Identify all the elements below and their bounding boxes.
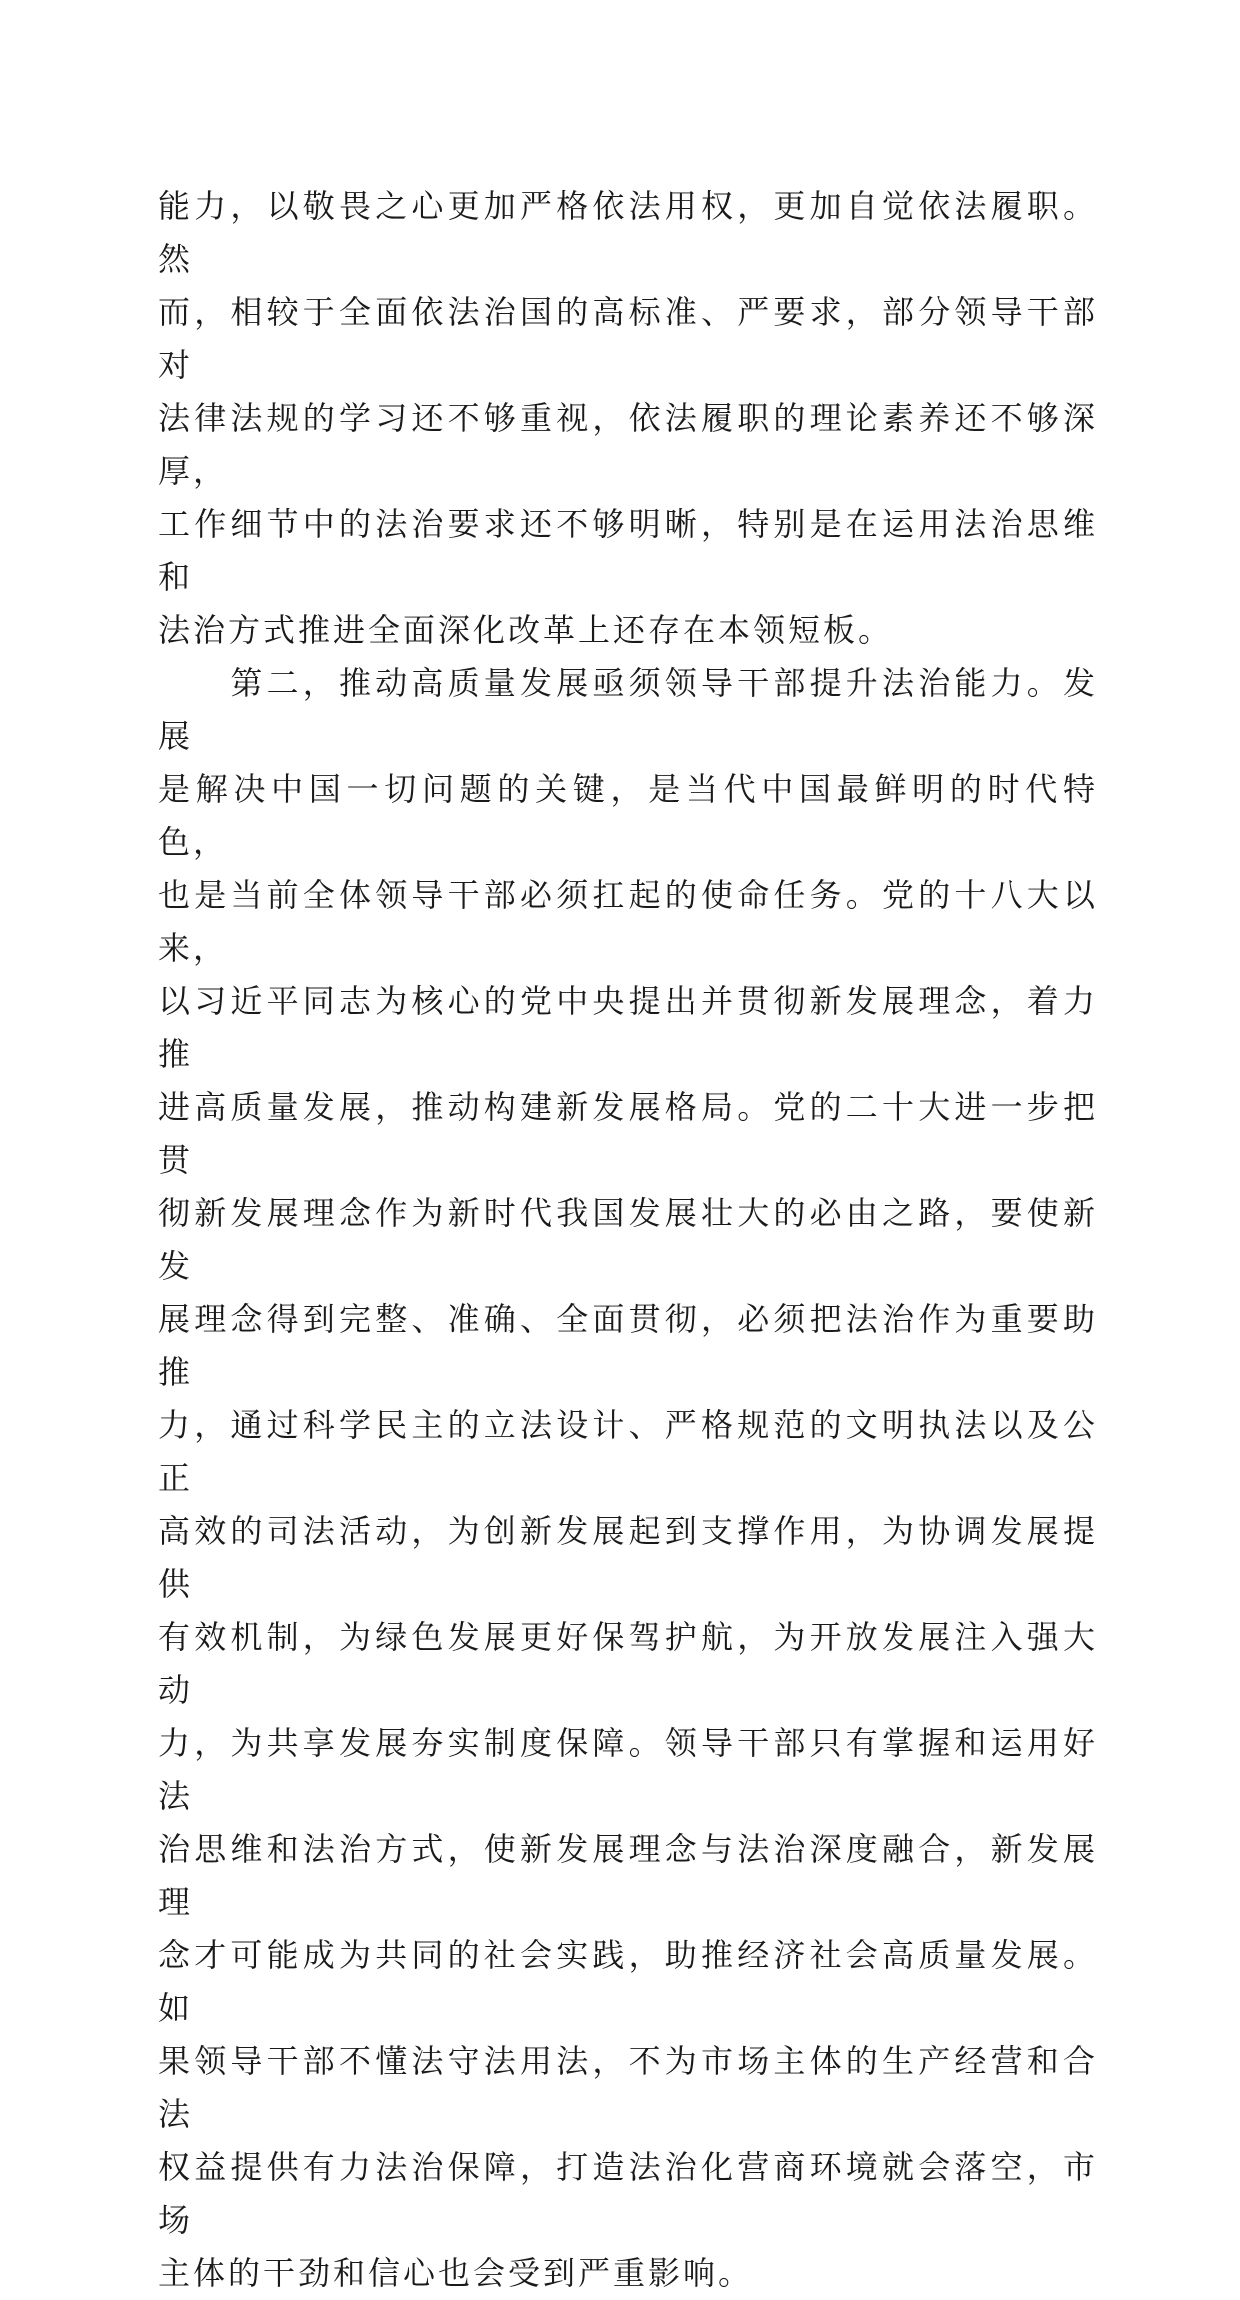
paragraph-second-point: 第二，推动高质量发展亟须领导干部提升法治能力。发展 是解决中国一切问题的关键，是当代中国最鲜明的时代特色， 也是当前全体领导干部必须扛起的使命任务。党的十八大以来， 以习近平同志为核心的党中央提出并贯彻新发展理念，着力推 进高质量发展，推动构建新发展格局。党的二十大进一步把贯 彻新发展理念作为新时代我国发展壮大的必由之路，要使新发 展理念得到完整、准确、全面贯彻，必须把法治作为重要助推 力，通过科学民主的立法设计、严格规范的文明执法以及公正 高效的司法活动，为创新发展起到支撑作用，为协调发展提供 有效机制，为绿色发展更好保驾护航，为开放发展注入强大动 力，为共享发展夯实制度保障。领导干部只有掌握和运用好法 治思维和法治方式，使新发展理念与法治深度融合，新发展理 念才可能成为共同的社会实践，助推经济社会高质量发展。如 果领导干部不懂法守法用法，不为市场主体的生产经营和合法 权益提供有力法治保障，打造法治化营商环境就会落空，市场 主体的干劲和信心也会受到严重影响。	[158, 664, 1098, 2292]
document-body	[158, 180, 1098, 2300]
paragraph-continuation: 能力，以敬畏之心更加严格依法用权，更加自觉依法履职。然 而，相较于全面依法治国的高标准、严要求，部分领导干部对 法律法规的学习还不够重视，依法履职的理论素养还不够深厚， 工作细节中的法治要求还不够明晰，特别是在运用法治思维和 法治方式推进全面深化改革上还存在本领短板。	[158, 187, 1098, 649]
